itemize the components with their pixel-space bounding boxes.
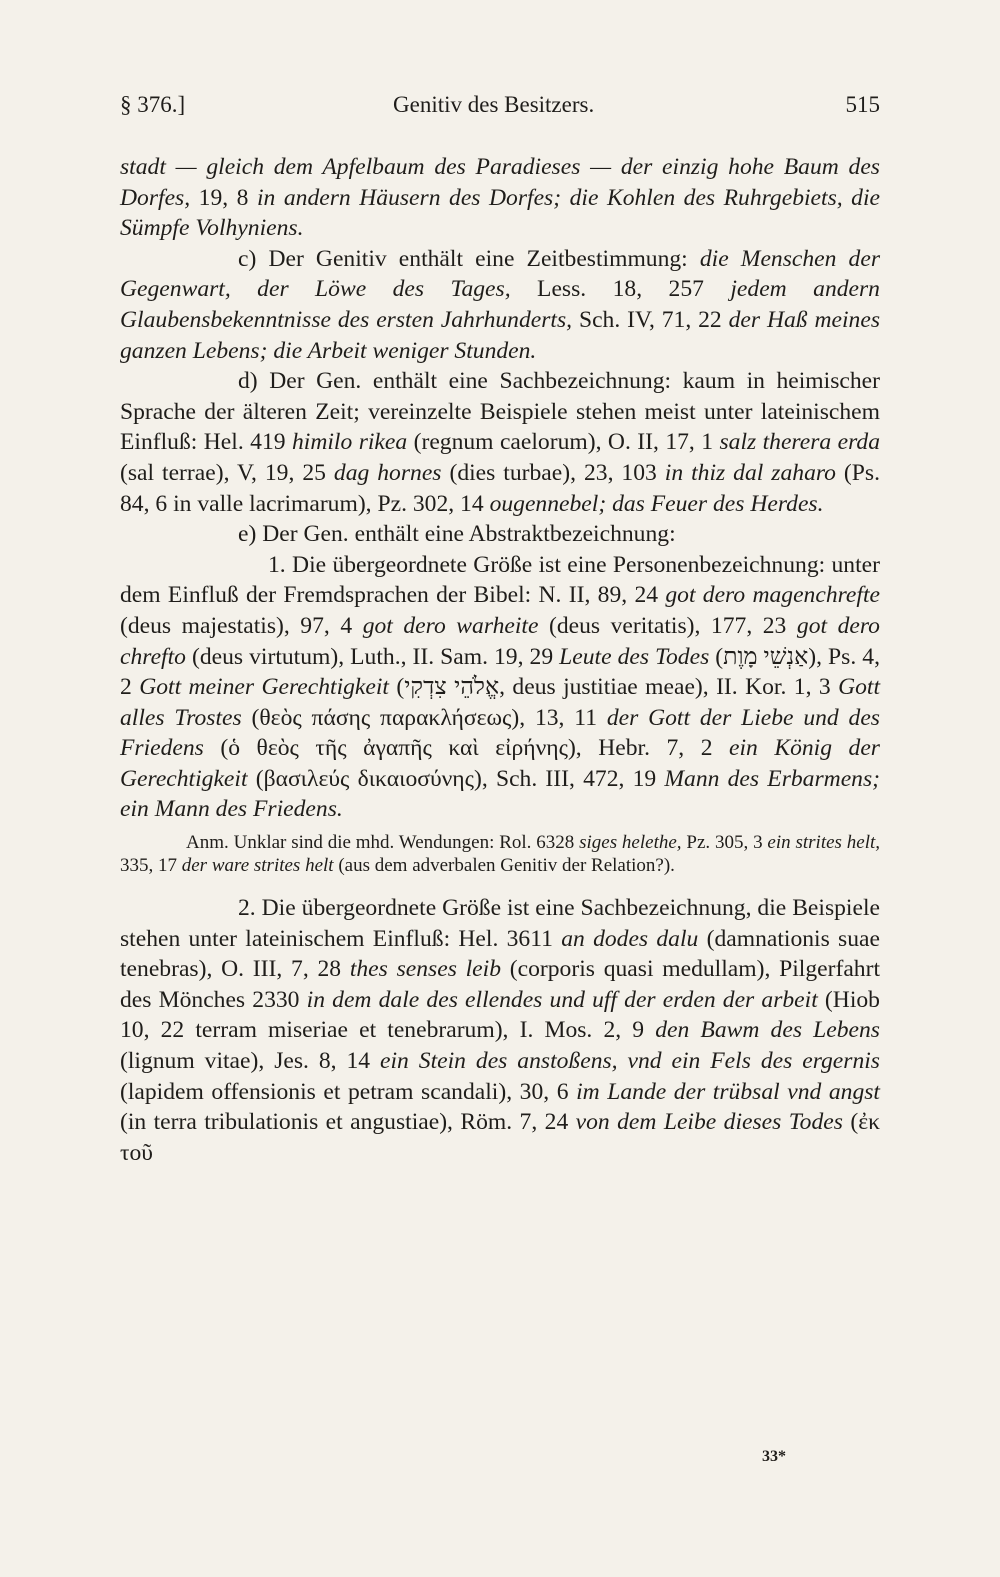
text-run: 1. Die übergeordnete Größe ist eine Personenbezeichnung: unter dem Einfluß der Fremdsprachen der Bibel: N. II, 89, 24	[120, 551, 880, 609]
text-run: (Hiob 10, 22 terram miseriae et tenebrarum), I. Mos. 2, 9	[120, 986, 880, 1044]
text-run: Pz. 305, 3	[681, 832, 768, 854]
text-run: Anm. Unklar sind die mhd. Wendungen: Rol. 6328	[186, 832, 580, 854]
text-run: (ὁ θεὸς τῆς ἀγαπῆς καὶ εἰρήνης), Hebr. 7, 2	[203, 735, 730, 762]
text-run: (lapidem offensionis et petram scandali), 30, 6	[120, 1078, 577, 1105]
text-run: Less. 18, 257	[510, 276, 731, 303]
text-run: (damnationis suae tenebras), O. III, 7, 28	[120, 925, 880, 983]
italic-quote: in dem dale des ellendes und uff der erden der arbeit	[306, 986, 818, 1013]
text-run: (in terra tribulationis et angustiae), Röm. 7, 24	[120, 1109, 576, 1136]
text-run: (sal terrae), V, 19, 25	[120, 459, 334, 486]
text-run: (lignum vitae), Jes. 8, 14	[120, 1048, 381, 1075]
remark-text	[120, 832, 880, 876]
italic-quote: ein König der Gerechtigkeit	[120, 735, 880, 792]
text-run: (deus virtutum), Luth., II. Sam. 19, 29	[185, 643, 560, 670]
italic-quote: Mann des Erbarmens; ein Mann des Friedens.	[120, 765, 880, 823]
text-run: (deus veritatis), 177, 23	[538, 612, 797, 639]
italic-quote: die Menschen der Gegenwart, der Löwe des Tages,	[120, 245, 881, 303]
italic-quote: ougennebel; das Feuer des Herdes.	[489, 490, 824, 517]
text-run: (θεὸς πάσης παρακλήσεως), 13, 11	[241, 704, 607, 731]
italic-quote: der ware strites helt	[181, 855, 334, 877]
paragraph	[120, 244, 880, 366]
paragraph	[120, 550, 880, 825]
italic-quote: den Bawm des Lebens	[655, 1017, 880, 1044]
text-run: (dies turbae), 23, 103	[441, 459, 665, 486]
text-run: (regnum caelorum), O. II, 17, 1	[407, 429, 720, 456]
italic-quote: ein strites helt,	[767, 832, 881, 854]
italic-quote: stadt — gleich dem Apfelbaum des Paradieses — der einzig hohe Baum des Dorfes,	[120, 154, 880, 211]
italic-quote: der Haß meines ganzen Lebens; die Arbeit weniger Stunden.	[120, 306, 880, 364]
text-run: (aus dem adverbalen Genitiv der Relation?).	[333, 855, 675, 877]
running-header	[120, 92, 880, 126]
paragraph	[120, 152, 880, 244]
text-run: (corporis quasi medullam), Pilgerfahrt des Mönches 2330	[120, 956, 881, 1013]
text-run: d) Der Gen. enthält eine Sachbezeichnung: kaum in heimischer Sprache der älteren Zeit; vereinzelte Beispiele stehen meist unter lateinischem Einfluß: Hel. 419	[120, 368, 880, 456]
text-run: e) Der Gen. enthält eine Abstraktbezeichnung:	[238, 521, 676, 548]
italic-quote: got dero chrefto	[120, 612, 880, 670]
paragraph	[120, 366, 880, 519]
italic-quote: der Gott der Liebe und des Friedens	[120, 704, 880, 762]
footnote-remark	[120, 831, 880, 877]
italic-quote: von dem Leibe dieses Todes	[575, 1109, 843, 1136]
italic-quote: salz therera erda	[719, 429, 880, 456]
running-title: Genitiv des Besitzers.	[393, 92, 595, 117]
text-run: Sch. IV, 71, 22	[572, 306, 729, 333]
italic-quote: jedem andern Glaubensbekenntnisse des ersten Jahrhunderts,	[120, 276, 880, 333]
text-run: (Ps. 84, 6 in valle lacrimarum), Pz. 302, 14	[120, 459, 880, 517]
text-run: 19, 8	[190, 184, 257, 211]
text-run: 335, 17	[120, 855, 182, 877]
section-marker: § 376.]	[120, 92, 186, 117]
page-number: 515	[845, 92, 880, 117]
text-run: c) Der Genitiv enthält eine Zeitbestimmung:	[238, 245, 700, 272]
italic-quote: got dero magenchrefte	[665, 582, 880, 609]
body-text	[120, 152, 880, 1168]
italic-quote: an dodes dalu	[561, 925, 699, 952]
text-run: (אֱלֹהֵי צִדְקִי, deus justitiae meae), II. Kor. 1, 3	[388, 674, 839, 701]
italic-quote: Leute des Todes	[559, 643, 710, 670]
paragraph	[120, 893, 880, 1168]
text-run: (ἐκ τοῦ	[120, 1109, 880, 1166]
italic-quote: dag hornes	[333, 459, 442, 486]
italic-quote: got dero warheite	[362, 612, 539, 639]
paragraph	[120, 519, 880, 550]
text-run: (אַנְשֵׁי מָוֶת), Ps. 4, 2	[120, 643, 880, 701]
text-run: 2. Die übergeordnete Größe ist eine Sachbezeichnung, die Beispiele stehen unter lateinischem Einfluß: Hel. 3611	[120, 895, 880, 952]
italic-quote: himilo rikea	[291, 429, 408, 456]
italic-quote: Gott meiner Gerechtigkeit	[139, 674, 389, 701]
italic-quote: Gott alles Trostes	[120, 674, 881, 731]
signature-mark: 33*	[762, 1448, 786, 1465]
italic-quote: im Lande der trübsal vnd angst	[576, 1078, 880, 1105]
text-run: (βασιλεύς δικαιοσύνης), Sch. III, 472, 19	[247, 765, 665, 792]
italic-quote: siges helethe,	[579, 832, 682, 854]
italic-quote: thes senses leib	[349, 956, 502, 983]
italic-quote: ein Stein des anstoßens, vnd ein Fels des ergernis	[380, 1048, 880, 1075]
italic-quote: in andern Häusern des Dorfes; die Kohlen des Ruhrgebiets, die Sümpfe Volhyniens.	[120, 184, 881, 242]
text-run: (deus majestatis), 97, 4	[120, 612, 363, 639]
italic-quote: in thiz dal zaharo	[664, 459, 836, 486]
